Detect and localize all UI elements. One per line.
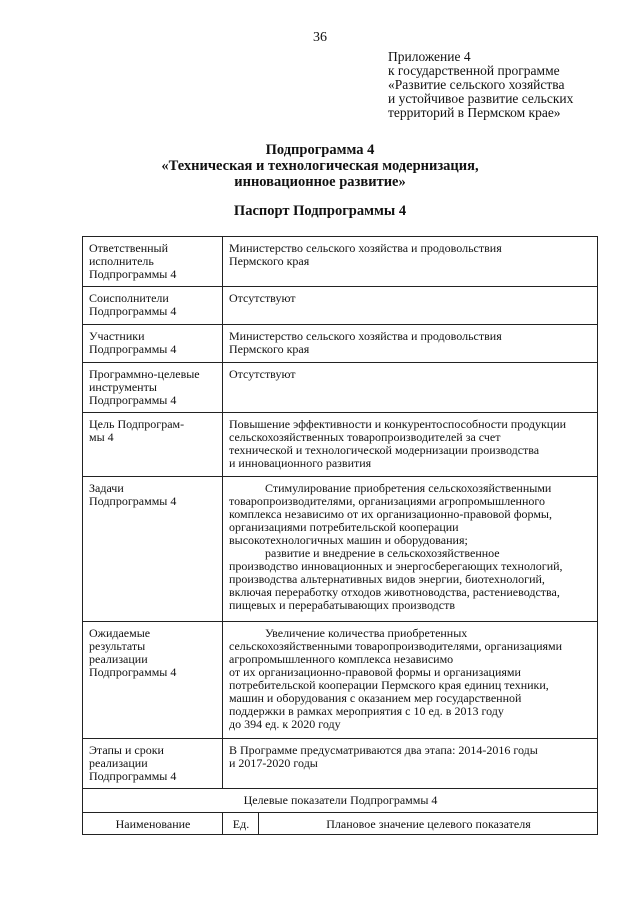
label-line: инструменты xyxy=(89,380,157,394)
row-value xyxy=(223,287,598,325)
label-line: Подпрограммы 4 xyxy=(89,494,177,508)
value-line: Отсутствуют xyxy=(229,291,296,305)
row-label xyxy=(83,237,223,287)
value-line: Министерство сельского хозяйства и продовольствия xyxy=(229,329,502,343)
appendix-line: к государственной программе xyxy=(388,63,560,78)
indicators-columns-row xyxy=(83,813,598,835)
row-label xyxy=(83,739,223,789)
label-line: Программно-целевые xyxy=(89,367,200,381)
table-row xyxy=(83,622,598,739)
indicators-header-row xyxy=(83,789,598,813)
indicators-header: Целевые показатели Подпрограммы 4 xyxy=(83,789,598,813)
label-line: Участники xyxy=(89,329,145,343)
table-row xyxy=(83,237,598,287)
row-label xyxy=(83,413,223,477)
table-row xyxy=(83,739,598,789)
table-row xyxy=(83,287,598,325)
value-line: машин и оборудования с оказанием мер государственной xyxy=(229,691,522,705)
table-row xyxy=(83,363,598,413)
value-line: и инновационного развития xyxy=(229,456,372,470)
table-row xyxy=(83,325,598,363)
label-line: реализации xyxy=(89,756,148,770)
column-plan: Плановое значение целевого показателя xyxy=(259,813,598,835)
value-line: сельскохозяйственными товаропроизводителями, организациями xyxy=(229,639,563,653)
label-line: Ожидаемые xyxy=(89,626,151,640)
label-line: Ответственный xyxy=(89,241,169,255)
row-value xyxy=(223,477,598,622)
value-line: от их организационно-правовой формы и организациями xyxy=(229,665,521,679)
appendix-line: и устойчивое развитие сельских xyxy=(388,91,574,106)
value-line: комплекса независимо от их организационно-правовой формы, xyxy=(229,507,552,521)
row-label xyxy=(83,325,223,363)
title-line: инновационное развитие» xyxy=(234,174,406,190)
row-label xyxy=(83,622,223,739)
title-line: Подпрограмма 4 xyxy=(265,142,375,158)
value-line: включая переработку отходов животноводства, растениеводства, xyxy=(229,585,560,599)
value-line: до 394 ед. к 2020 году xyxy=(229,717,341,731)
value-line: Отсутствуют xyxy=(229,367,296,381)
label-line: исполнитель xyxy=(89,254,154,268)
value-line: потребительской кооперации Пермского края единиц техники, xyxy=(229,678,549,692)
appendix-line: «Развитие сельского хозяйства xyxy=(388,77,565,92)
value-line: В Программе предусматриваются два этапа: 2014-2016 годы xyxy=(229,743,538,757)
label-line: результаты xyxy=(89,639,146,653)
label-line: Подпрограммы 4 xyxy=(89,267,177,281)
value-line: технической и технологической модернизации производства xyxy=(229,443,540,457)
row-value xyxy=(223,622,598,739)
value-line: Повышение эффективности и конкурентоспособности продукции xyxy=(229,417,567,431)
appendix-line: территорий в Пермском крае» xyxy=(388,105,561,120)
row-value xyxy=(223,739,598,789)
label-line: Подпрограммы 4 xyxy=(89,665,177,679)
table-row xyxy=(83,413,598,477)
value-line: Стимулирование приобретения сельскохозяйственными xyxy=(265,481,552,495)
value-line: поддержки в рамках мероприятия с 10 ед. в 2013 году xyxy=(229,704,504,718)
row-value xyxy=(223,325,598,363)
value-line: сельскохозяйственных товаропроизводителей за счет xyxy=(229,430,501,444)
passport-table xyxy=(82,236,598,835)
column-name: Наименование xyxy=(83,813,223,835)
label-line: Соисполнители xyxy=(89,291,169,305)
label-line: Подпрограммы 4 xyxy=(89,304,177,318)
value-line: товаропроизводителями, организациями агропромышленного xyxy=(229,494,546,508)
row-label xyxy=(83,363,223,413)
value-line: высокотехнологичных машин и оборудования; xyxy=(229,533,468,547)
label-line: Задачи xyxy=(89,481,124,495)
label-line: Подпрограммы 4 xyxy=(89,769,177,783)
value-line: производства альтернативных видов энергии, биотехнологий, xyxy=(229,572,545,586)
value-line: агропромышленного комплекса независимо xyxy=(229,652,454,666)
value-line: организациями потребительской кооперации xyxy=(229,520,459,534)
value-line: пищевых и перерабатывающих производств xyxy=(229,598,456,612)
appendix-reference xyxy=(388,50,628,120)
value-line: Увеличение количества приобретенных xyxy=(265,626,468,640)
value-line: производство инновационных и энергосберегающих технологий, xyxy=(229,559,563,573)
value-line: и 2017-2020 годы xyxy=(229,756,318,770)
value-line: Министерство сельского хозяйства и продовольствия xyxy=(229,241,502,255)
value-line: Пермского края xyxy=(229,342,310,356)
column-unit: Ед. xyxy=(223,813,259,835)
label-line: Подпрограммы 4 xyxy=(89,342,177,356)
value-line: Пермского края xyxy=(229,254,310,268)
label-line: мы 4 xyxy=(89,430,114,444)
title-line: «Техническая и технологическая модернизация, xyxy=(161,158,479,174)
row-label xyxy=(83,287,223,325)
table-row xyxy=(83,477,598,622)
row-value xyxy=(223,363,598,413)
row-value xyxy=(223,237,598,287)
subprogram-title xyxy=(0,142,640,190)
appendix-line: Приложение 4 xyxy=(388,49,471,64)
label-line: Цель Подпрограм- xyxy=(89,417,185,431)
row-label xyxy=(83,477,223,622)
value-line: развитие и внедрение в сельскохозяйственное xyxy=(265,546,500,560)
label-line: реализации xyxy=(89,652,148,666)
label-line: Этапы и сроки xyxy=(89,743,164,757)
page-number: 36 xyxy=(313,30,327,45)
label-line: Подпрограммы 4 xyxy=(89,393,177,407)
row-value xyxy=(223,413,598,477)
passport-title: Паспорт Подпрограммы 4 xyxy=(233,203,407,219)
